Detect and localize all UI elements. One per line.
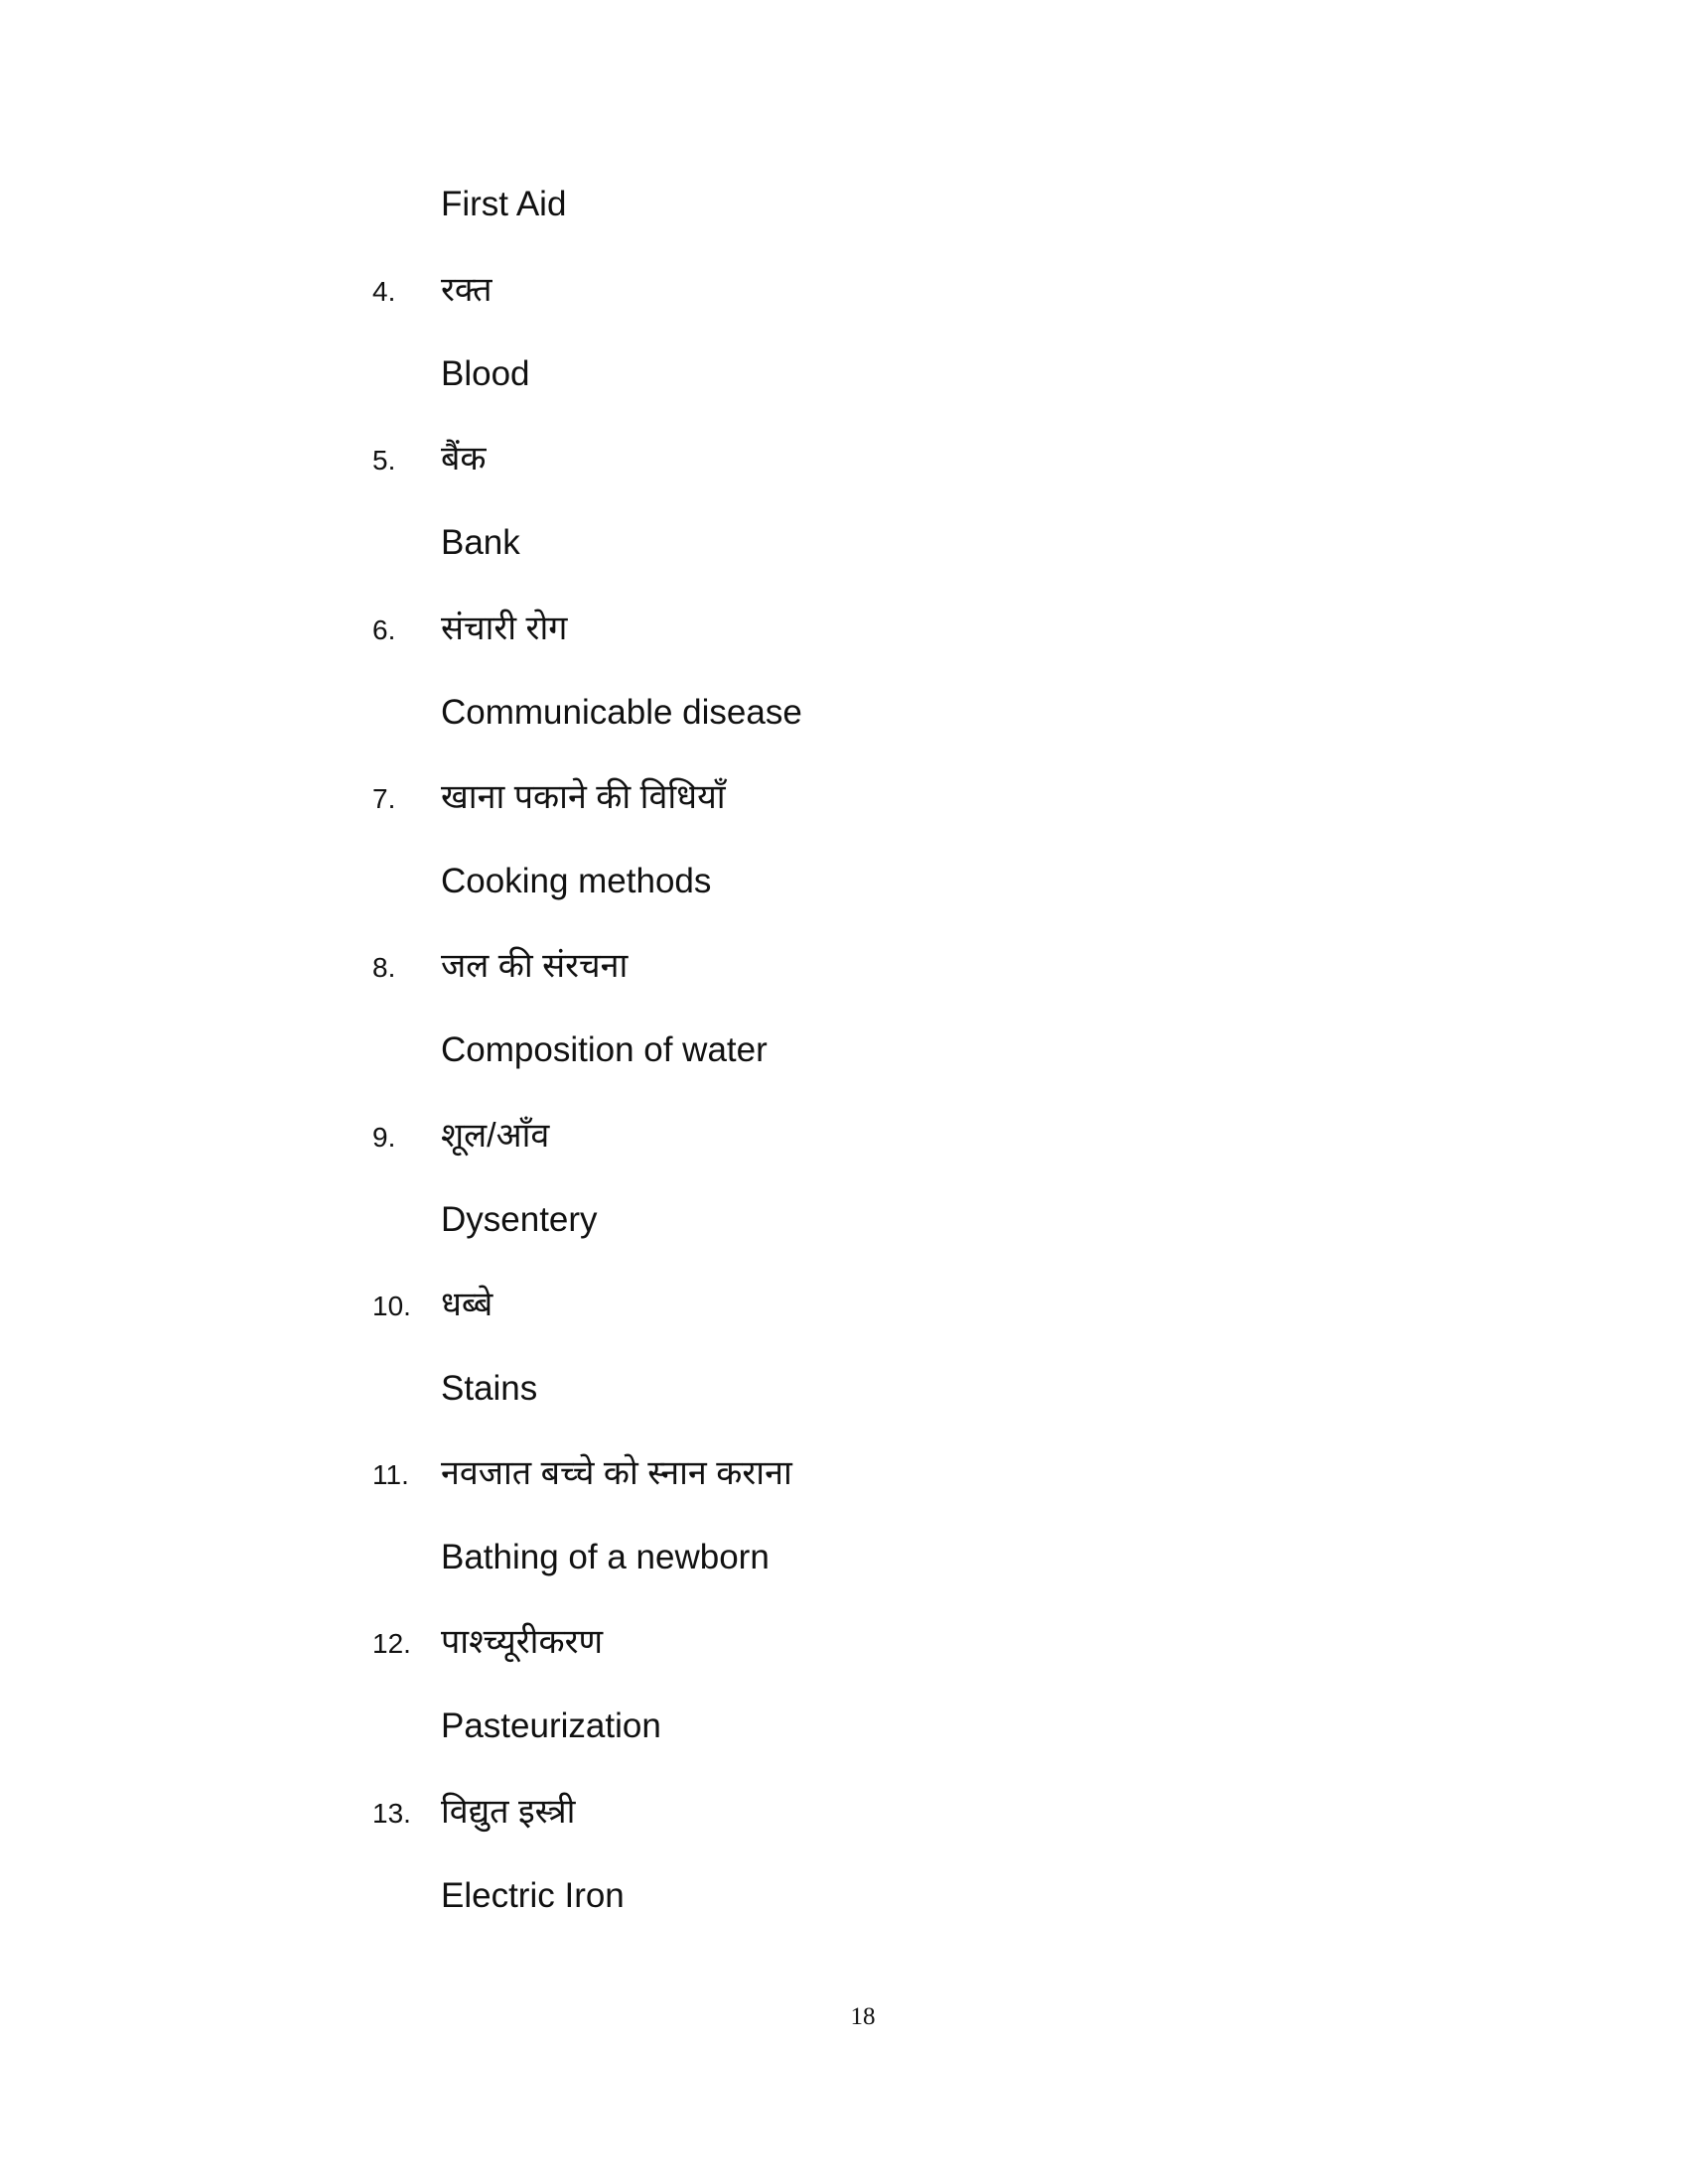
page-number: 18: [850, 2003, 876, 2030]
entry-hindi: बैंक: [441, 440, 487, 478]
entry-hindi: धब्बे: [441, 1285, 493, 1323]
entry-number: 7.: [372, 782, 396, 814]
entry-number: 4.: [372, 276, 396, 307]
entry-number: 9.: [372, 1121, 396, 1153]
entry-number: 13.: [372, 1797, 411, 1829]
entry-hindi: पाश्च्यूरीकरण: [441, 1623, 604, 1662]
entry-hindi: विद्युत इस्त्री: [441, 1792, 576, 1831]
entry-number: 11.: [372, 1459, 409, 1491]
entry-hindi: शूल/आँव: [441, 1116, 550, 1155]
entry-english: Composition of water: [441, 1030, 768, 1070]
entry-hindi: संचारी रोग: [441, 609, 568, 647]
entry-hindi: नवजात बच्चे को स्नान कराना: [441, 1454, 792, 1493]
entry-number: 5.: [372, 445, 396, 477]
entry-english: Blood: [441, 354, 530, 393]
entry-number: 8.: [372, 952, 396, 984]
entry-number: 10.: [372, 1290, 411, 1321]
entry-english: Pasteurization: [441, 1706, 661, 1746]
entry-hindi: खाना पकाने की विधियाँ: [441, 777, 726, 816]
entry-number: 6.: [372, 614, 396, 645]
entry-english: Bank: [441, 523, 520, 563]
entry-english: Dysentery: [441, 1199, 598, 1239]
entry-english: Bathing of a newborn: [441, 1538, 770, 1577]
entry-hindi: जल की संरचना: [441, 947, 629, 986]
entry-english: Stains: [441, 1368, 538, 1408]
entry-hindi: रक्त: [441, 271, 492, 309]
entry-english: Electric Iron: [441, 1875, 625, 1915]
entry-english-first-aid: First Aid: [441, 185, 567, 223]
entry-number: 12.: [372, 1628, 411, 1660]
entry-english: Cooking methods: [441, 861, 712, 900]
entry-english: Communicable disease: [441, 692, 802, 732]
